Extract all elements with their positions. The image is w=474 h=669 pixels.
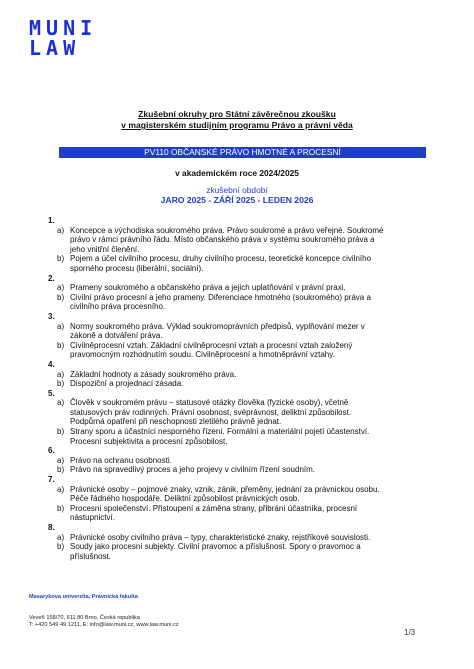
topic-item-letter: b): [57, 465, 65, 475]
topic-item-text: Procesní společenství. Přistoupení a záměna strany, přibrání účastníka, procesní nástupnictví.: [70, 503, 358, 523]
topic-item: [47, 293, 387, 312]
topic-item-text: Civilní právo procesní a jeho prameny. Diferenciace hmotného (soukromého) práva a civilního práva procesního.: [70, 292, 371, 312]
muni-law-logo: [29, 18, 97, 58]
topic-item-text: Člověk v soukromém právu – statusové otázky člověka (fyzické osoby), včetně statusových práv rodinných. Právní osobnost, svéprávnost, deliktní způsobilost. Podpůrná opatření při neschopnosti zletilého právně jednat.: [70, 398, 352, 427]
topic-section: [47, 312, 387, 360]
topic-item-letter: b): [57, 542, 65, 552]
topic-section: [47, 523, 387, 561]
topic-item: [47, 283, 387, 293]
topic-number: 1.: [48, 216, 55, 225]
topic-item-letter: a): [57, 398, 65, 408]
topic-item-text: Civilněprocesní vztah. Základní civilněprocesní vztah a procesní vztah založený pravomocným rozhodnutím soudu. Civilněprocesní a hmotněprávní vztahy.: [70, 340, 353, 360]
topic-item-letter: b): [57, 503, 65, 513]
topic-item-text: Normy soukromého práva. Výklad soukromoprávních předpisů, vyplňování mezer v zákoně a dotváření práva.: [70, 321, 365, 341]
topic-number: 7.: [48, 475, 55, 485]
page-number: 1/3: [404, 628, 416, 637]
heading-line-2: v magisterském studijním programu Právo a právní věda: [121, 120, 353, 130]
topic-item: [47, 322, 387, 341]
topic-item-letter: a): [57, 455, 65, 465]
topic-item-letter: a): [57, 484, 65, 494]
topic-item-text: Soudy jako procesní subjekty. Civilní pravomoc a příslušnost. Spory o pravomoc a příslušnost.: [70, 542, 361, 561]
topic-list: [47, 216, 387, 561]
footer-organization: Masarykova univerzita, Právnická fakulta: [29, 594, 138, 600]
topic-item: [47, 398, 387, 427]
topic-item-text: Prameny soukromého a občanského práva a jejich uplatňování v právní praxi.: [70, 283, 346, 293]
topic-number: 6.: [48, 446, 55, 456]
topic-section: [47, 274, 387, 312]
topic-item-text: Právo na ochranu osobnosti.: [70, 455, 172, 465]
topic-number: 3.: [48, 311, 55, 321]
topic-item-letter: b): [57, 379, 65, 389]
topic-item: [47, 427, 387, 446]
topic-item: [47, 370, 387, 380]
topic-item-text: Základní hodnoty a zásady soukromého práva.: [70, 369, 237, 379]
topic-item-text: Právnické osoby civilního práva – typy, charakteristické znaky, rejstříkové souvislosti.: [70, 532, 371, 542]
exam-period-label: zkušební období: [206, 185, 268, 195]
topic-item-letter: b): [57, 254, 65, 264]
topic-item: [47, 341, 387, 360]
logo-line-muni: MUNI: [29, 16, 98, 40]
heading-line-1: Zkušební okruhy pro Státní závěrečnou zkoušku: [138, 109, 336, 119]
topic-item-letter: b): [57, 292, 65, 302]
topic-item: [47, 504, 387, 523]
topic-number: 4.: [48, 359, 55, 369]
topic-item: [47, 542, 387, 561]
topic-item-letter: a): [57, 321, 65, 331]
topic-item-text: Právo na spravedlivý proces a jeho projevy v civilním řízení soudním.: [70, 465, 315, 475]
footer-contact: T: +420 549 49 1211, E: info@law.muni.cz, www.law.muni.cz: [29, 622, 179, 628]
topic-item: [47, 465, 387, 475]
topic-item-letter: b): [57, 340, 65, 350]
course-title-bar: PV110 OBČANSKÉ PRÁVO HMOTNÉ A PROCESNÍ: [59, 147, 426, 158]
topic-item-text: Pojem a účel civilního procesu, druhy civilního procesu, teoretické koncepce civilního sporného procesu (liberální, sociální).: [70, 254, 372, 273]
topic-item: [47, 254, 387, 273]
topic-item-letter: a): [57, 225, 65, 235]
topic-number: 5.: [48, 388, 55, 398]
topic-item-text: Strany sporu a účastníci nesporného řízení. Formální a materiální pojetí účastenství. Procesní subjektivita a procesní způsobilost.: [70, 427, 370, 446]
topic-item-letter: a): [57, 283, 65, 293]
topic-item-letter: a): [57, 369, 65, 379]
exam-period: JARO 2025 - ZÁŘÍ 2025 - LEDEN 2026: [160, 195, 314, 205]
topic-section: [47, 446, 387, 475]
footer-address: Veveří 158/70, 611 80 Brno, Česká republika: [29, 615, 140, 621]
topic-item-text: Koncepce a východiska soukromého práva. Právo soukromé a právo veřejné. Soukromé právo v rámci právního řádu. Místo občanského práva v systému soukromého práva a jeho vnitřní členění.: [70, 225, 384, 254]
footer-address-block: [29, 615, 179, 629]
topic-item: [47, 533, 387, 543]
topic-item: [47, 379, 387, 389]
topic-item: [47, 485, 387, 504]
topic-item: [47, 226, 387, 255]
topic-number: 2.: [48, 273, 55, 283]
topic-section: [47, 216, 387, 274]
logo-line-law: LAW: [29, 36, 81, 60]
topic-section: [47, 389, 387, 447]
document-heading: [0, 109, 474, 131]
academic-year: v akademickém roce 2024/2025: [175, 168, 299, 178]
topic-item-text: Právnické osoby – pojmové znaky, vznik, zánik, přeměny, jednání za právnickou osobu. Péče řádného hospodáře. Deliktní způsobilost právnických osob.: [70, 484, 380, 504]
topic-section: [47, 475, 387, 523]
topic-section: [47, 360, 387, 389]
topic-item-text: Dispoziční a projednací zásada.: [70, 379, 184, 389]
topic-item: [47, 456, 387, 466]
topic-item-letter: b): [57, 427, 65, 437]
topic-number: 8.: [48, 523, 55, 532]
topic-item-letter: a): [57, 532, 65, 542]
